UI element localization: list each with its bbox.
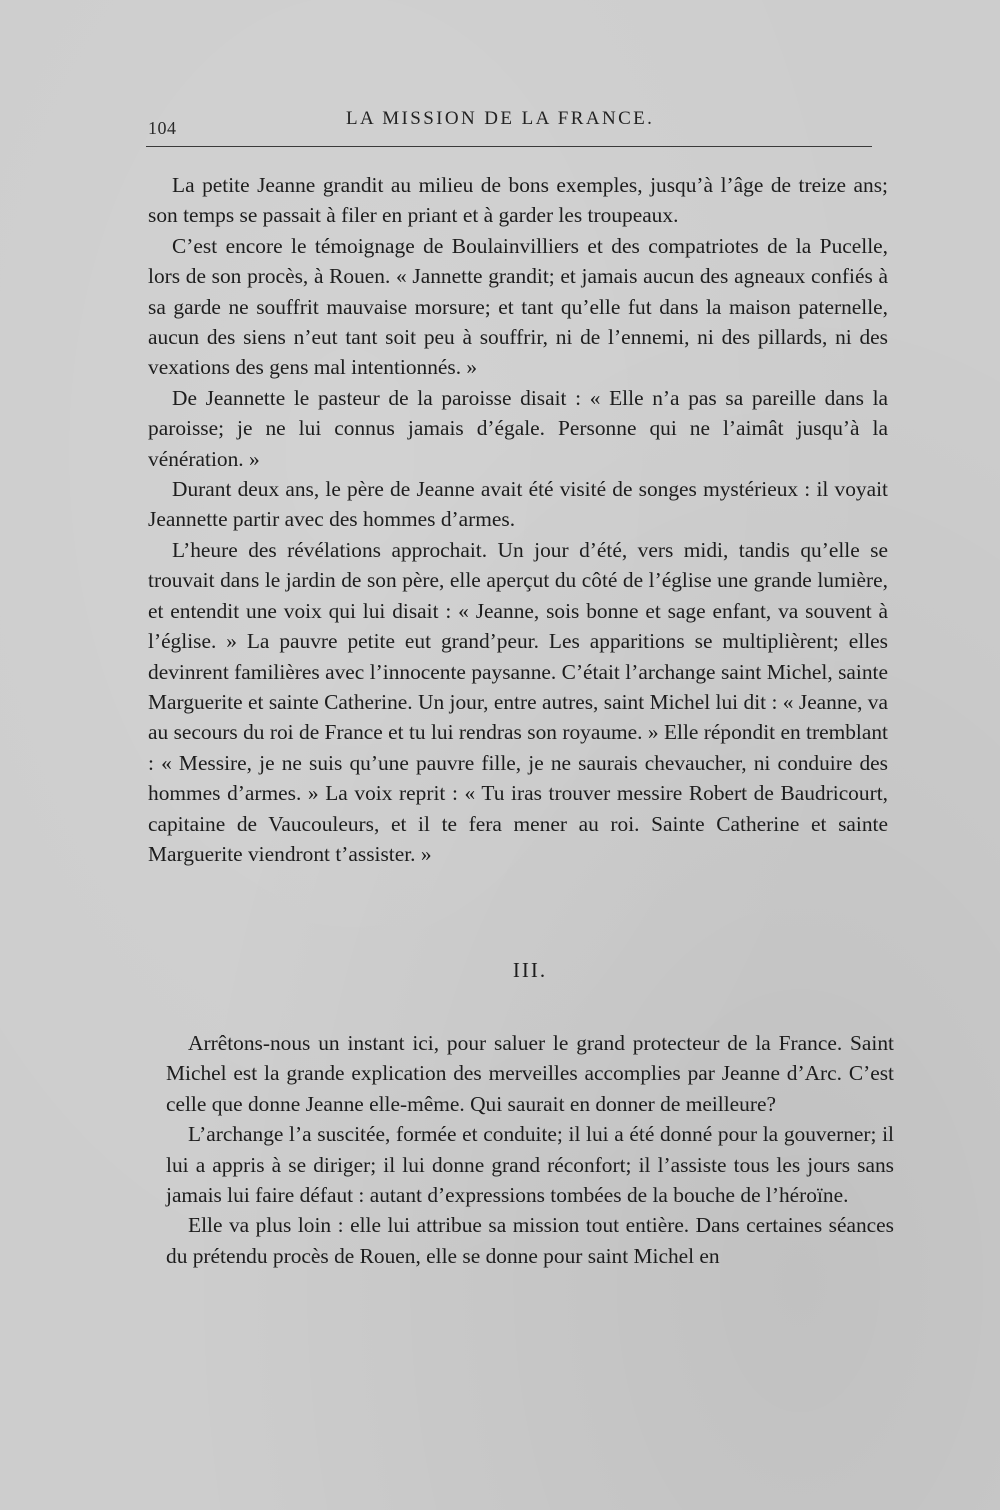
paragraph: C’est encore le témoignage de Boulainvilliers et des compatriotes de la Pucelle, lors de son procès, à Rouen. « Jannette grandit; et jamais aucun des agneaux confiés à sa garde ne souffrit mauvaise morsure; et tant qu’elle fut dans la maison paternelle, aucun des siens n’eut tant soit peu à souffrir, ni de l’ennemi, ni des pillards, ni des vexations des gens mal intentionnés. »	[148, 233, 888, 380]
paragraph: La petite Jeanne grandit au milieu de bons exemples, jusqu’à l’âge de treize ans; son temps se passait à filer en priant et à garder les troupeaux.	[148, 173, 888, 228]
running-head: LA MISSION DE LA FRANCE.	[346, 108, 655, 129]
page-number: 104	[148, 118, 177, 138]
body-text-section-one	[148, 170, 888, 869]
paragraph: L’archange l’a suscitée, formée et conduite; il lui a été donné pour la gouverner; il lui a appris à se diriger; il lui donne grand réconfort; il l’assiste tous les jours sans jamais lui faire défaut : autant d’expressions tombées de la bouche de l’héroïne.	[166, 1122, 894, 1208]
paragraph: Elle va plus loin : elle lui attribue sa mission tout entière. Dans certaines séances du prétendu procès de Rouen, elle se donne pour saint Michel en	[166, 1213, 894, 1268]
paragraph: De Jeannette le pasteur de la paroisse disait : « Elle n’a pas sa pareille dans la paroisse; je ne lui connus jamais d’égale. Personne qui ne l’aimât jusqu’à la vénération. »	[148, 385, 888, 471]
section-heading: III.	[512, 958, 548, 982]
header-rule	[146, 146, 872, 147]
paragraph: Arrêtons-nous un instant ici, pour saluer le grand protecteur de la France. Saint Michel est la grande explication des merveilles accomplies par Jeanne d’Arc. C’est celle que donne Jeanne elle-même. Qui saurait en donner de meilleure?	[166, 1031, 894, 1116]
page-header	[146, 104, 872, 140]
paragraph: Durant deux ans, le père de Jeanne avait été visité de songes mystérieux : il voyait Jeannette partir avec des hommes d’armes.	[148, 477, 888, 532]
body-text-section-two	[166, 1028, 894, 1271]
paragraph: L’heure des révélations approchait. Un jour d’été, vers midi, tandis qu’elle se trouvait dans le jardin de son père, elle aperçut du côté de l’église une grande lumière, et entendit une voix qui lui disait : « Jeanne, sois bonne et sage enfant, va souvent à l’église. » La pauvre petite eut grand’peur. Les apparitions se multiplièrent; elles devinrent familières avec l’innocente paysanne. C’était l’archange saint Michel, sainte Marguerite et sainte Catherine. Un jour, entre autres, saint Michel lui dit : « Jeanne, va au secours du roi de France et tu lui rendras son royaume. » Elle répondit en tremblant : « Messire, je ne suis qu’une pauvre fille, je ne saurais chevaucher, ni conduire des hommes d’armes. » La voix reprit : « Tu iras trouver messire Robert de Baudricourt, capitaine de Vaucouleurs, et il te fera mener au roi. Sainte Catherine et sainte Marguerite viendront t’assister. »	[148, 537, 888, 866]
